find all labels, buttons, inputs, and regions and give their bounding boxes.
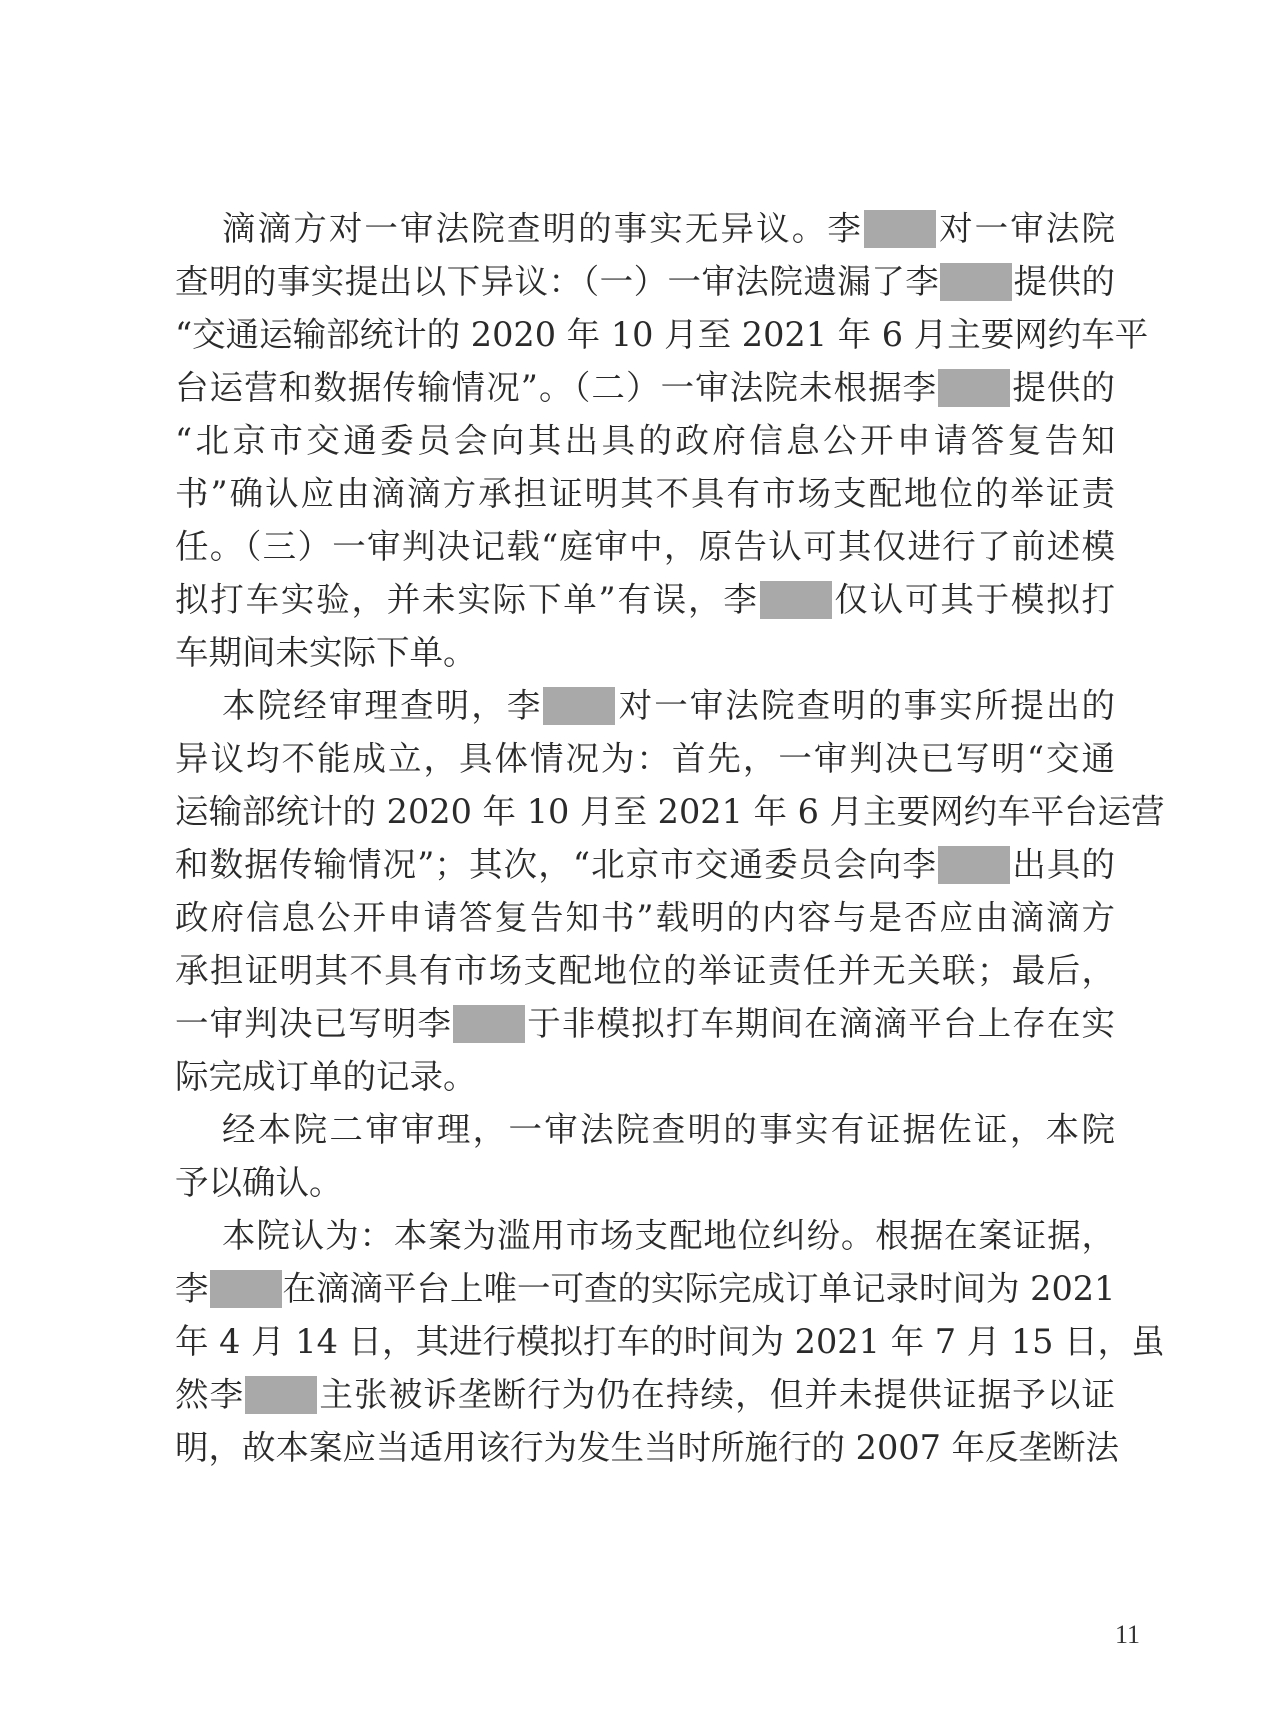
text-line	[175, 519, 1115, 575]
text-line	[222, 1102, 1115, 1158]
text-line	[175, 254, 1115, 310]
text-line	[175, 625, 1115, 681]
page-number: 11	[1114, 1620, 1140, 1649]
redaction-block	[453, 1005, 525, 1043]
text-segment: 本院经审理查明，李	[222, 686, 543, 725]
text-segment: 提供的	[1013, 262, 1116, 301]
text-line	[175, 784, 1165, 840]
text-line	[175, 1049, 1115, 1105]
text-line	[175, 943, 1115, 999]
redaction-block	[938, 846, 1010, 884]
text-segment: 际完成订单的记录。	[175, 1057, 477, 1096]
text-segment: 主张被诉垄断行为仍在持续，但并未提供证据予以证	[318, 1375, 1116, 1414]
text-segment: 一审判决已写明李	[175, 1004, 453, 1043]
text-segment: 本院认为：本案为滥用市场支配地位纠纷。根据在案证据，	[222, 1216, 1115, 1255]
text-segment: 明，故本案应当适用该行为发生当时所施行的 2007 年反垄断法	[175, 1428, 1120, 1467]
redaction-block	[543, 687, 615, 725]
redaction-block	[938, 369, 1010, 407]
text-segment: 仅认可其于模拟打	[832, 580, 1115, 619]
text-segment: 对一审法院查明的事实所提出的	[616, 686, 1116, 725]
text-segment: 政府信息公开申请答复告知书”载明的内容与是否应由滴滴方	[175, 898, 1115, 937]
text-line	[175, 307, 1149, 363]
text-line	[175, 1420, 1120, 1476]
text-line	[222, 1208, 1115, 1264]
text-segment: 异议均不能成立，具体情况为：首先，一审判决已写明“交通	[175, 739, 1115, 778]
text-segment: “北京市交通委员会向其出具的政府信息公开申请答复告知	[175, 421, 1115, 460]
text-segment: 运输部统计的 2020 年 10 月至 2021 年 6 月主要网约车平台运营	[175, 792, 1165, 831]
text-line	[175, 1155, 1115, 1211]
text-line	[175, 890, 1115, 946]
text-segment: 任。（三）一审判决记载“庭审中，原告认可其仅进行了前述模	[175, 527, 1115, 566]
text-segment: 提供的	[1011, 368, 1115, 407]
text-line	[175, 1261, 1115, 1317]
redaction-block	[864, 210, 936, 248]
text-line	[175, 1367, 1115, 1423]
text-line	[222, 201, 1115, 257]
text-segment: 承担证明其不具有市场支配地位的举证责任并无关联；最后，	[175, 951, 1115, 990]
text-segment: 书”确认应由滴滴方承担证明其不具有市场支配地位的举证责	[175, 474, 1115, 513]
text-segment: 滴滴方对一审法院查明的事实无异议。李	[222, 209, 863, 248]
text-segment: 李	[175, 1269, 209, 1308]
redaction-block	[210, 1270, 282, 1308]
text-line	[175, 413, 1115, 469]
text-line	[222, 678, 1115, 734]
text-segment: 于非模拟打车期间在滴滴平台上存在实	[526, 1004, 1116, 1043]
text-segment: 在滴滴平台上唯一可查的实际完成订单记录时间为 2021	[282, 1269, 1116, 1308]
text-segment: “交通运输部统计的 2020 年 10 月至 2021 年 6 月主要网约车平	[175, 315, 1149, 354]
text-segment: 出具的	[1011, 845, 1115, 884]
text-segment: 查明的事实提出以下异议：（一）一审法院遗漏了李	[175, 262, 940, 301]
text-segment: 年 4 月 14 日，其进行模拟打车的时间为 2021 年 7 月 15 日，虽	[175, 1322, 1165, 1361]
text-line	[175, 996, 1115, 1052]
text-segment: 经本院二审审理，一审法院查明的事实有证据佐证，本院	[222, 1110, 1115, 1149]
text-line	[175, 837, 1115, 893]
text-line	[175, 731, 1115, 787]
text-line	[175, 466, 1115, 522]
text-segment: 对一审法院	[936, 209, 1116, 248]
text-line	[175, 360, 1115, 416]
text-segment: 拟打车实验，并未实际下单”有误，李	[175, 580, 759, 619]
text-segment: 予以确认。	[175, 1163, 343, 1202]
redaction-block	[245, 1376, 317, 1414]
text-segment: 和数据传输情况”；其次，“北京市交通委员会向李	[175, 845, 938, 884]
text-line	[175, 1314, 1165, 1370]
text-line	[175, 572, 1115, 628]
text-segment: 车期间未实际下单。	[175, 633, 477, 672]
redaction-block	[940, 263, 1012, 301]
text-segment: 台运营和数据传输情况”。（二）一审法院未根据李	[175, 368, 938, 407]
redaction-block	[760, 581, 832, 619]
text-segment: 然李	[175, 1375, 245, 1414]
